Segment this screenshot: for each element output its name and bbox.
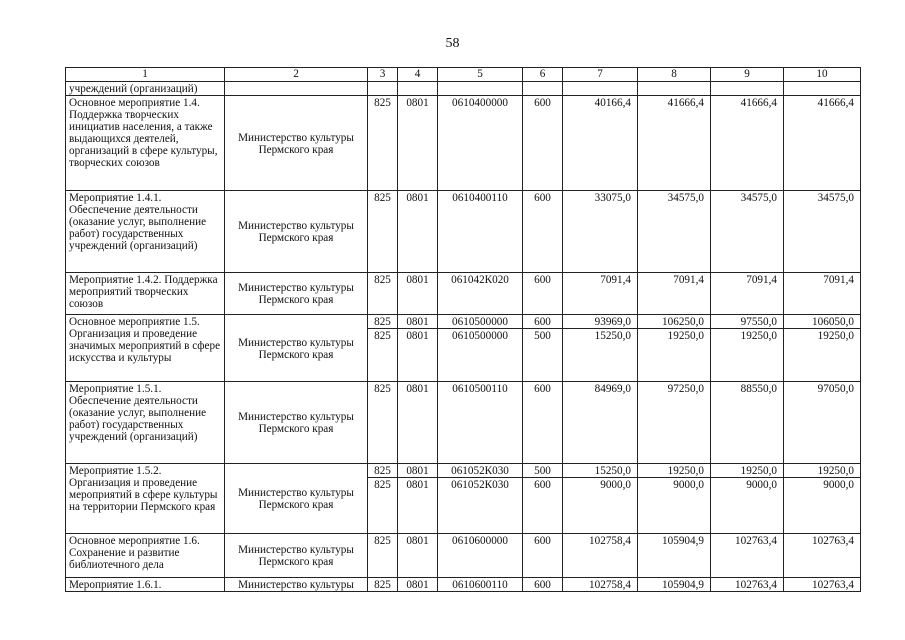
value-cell: 106250,0 [638,315,711,329]
value-cell: 34575,0 [711,191,784,273]
continuation-cell: учреждений (организаций) [66,82,225,96]
value-cell: 19250,0 [711,464,784,478]
value-cell: 105904,9 [638,578,711,592]
value-cell: 825 [368,191,398,273]
executor: Министерство культуры Пермского края [225,382,368,464]
executor: Министерство культуры [225,578,368,592]
value-cell: 19250,0 [784,329,861,382]
table-body [66,82,861,592]
budget-table [65,67,861,592]
value-cell: 0801 [398,315,438,329]
table-row [66,273,861,315]
header-cell: 4 [398,68,438,82]
value-cell: 061042К020 [438,273,523,315]
value-cell: 40166,4 [563,96,638,191]
value-cell: 102763,4 [784,534,861,578]
value-cell: 15250,0 [563,464,638,478]
value-cell: 7091,4 [638,273,711,315]
value-cell: 0801 [398,96,438,191]
table-row [66,191,861,273]
value-cell: 19250,0 [711,329,784,382]
executor: Министерство культуры Пермского края [225,191,368,273]
table-row [66,382,861,464]
value-cell: 102763,4 [711,534,784,578]
header-cell: 2 [225,68,368,82]
value-cell: 600 [523,96,563,191]
executor: Министерство культуры Пермского края [225,464,368,534]
value-cell: 600 [523,315,563,329]
value-cell: 9000,0 [563,478,638,534]
value-cell: 825 [368,478,398,534]
continuation-row [66,82,861,96]
table-row [66,578,861,592]
value-cell: 19250,0 [638,464,711,478]
value-cell: 0801 [398,464,438,478]
value-cell: 102758,4 [563,534,638,578]
value-cell: 102763,4 [711,578,784,592]
value-cell: 102763,4 [784,578,861,592]
value-cell: 0801 [398,191,438,273]
value-cell: 41666,4 [784,96,861,191]
measure-name: Основное мероприятие 1.5. Организация и проведение значимых мероприятий в сфере искусства и культуры [66,315,225,382]
header-cell: 8 [638,68,711,82]
measure-name: Основное мероприятие 1.6. Сохранение и развитие библиотечного дела [66,534,225,578]
value-cell: 9000,0 [711,478,784,534]
value-cell: 19250,0 [784,464,861,478]
table-row [66,464,861,478]
value-cell: 19250,0 [638,329,711,382]
value-cell: 34575,0 [784,191,861,273]
value-cell: 825 [368,315,398,329]
value-cell: 97050,0 [784,382,861,464]
header-cell: 3 [368,68,398,82]
value-cell: 93969,0 [563,315,638,329]
value-cell: 600 [523,273,563,315]
measure-name: Основное мероприятие 1.4. Поддержка творческих инициатив населения, а также выдающихся деятелей, организаций в сфере культуры, творческих союзов [66,96,225,191]
value-cell: 0610600000 [438,534,523,578]
value-cell: 84969,0 [563,382,638,464]
value-cell: 0801 [398,478,438,534]
value-cell: 825 [368,96,398,191]
header-cell: 10 [784,68,861,82]
value-cell: 0801 [398,382,438,464]
value-cell: 97550,0 [711,315,784,329]
value-cell: 600 [523,578,563,592]
value-cell: 061052К030 [438,464,523,478]
executor: Министерство культуры Пермского края [225,273,368,315]
value-cell: 825 [368,329,398,382]
value-cell: 825 [368,534,398,578]
value-cell: 102758,4 [563,578,638,592]
value-cell: 106050,0 [784,315,861,329]
header-cell: 5 [438,68,523,82]
value-cell: 7091,4 [784,273,861,315]
value-cell: 0801 [398,578,438,592]
value-cell: 0610400110 [438,191,523,273]
value-cell: 41666,4 [711,96,784,191]
executor: Министерство культуры Пермского края [225,534,368,578]
value-cell: 41666,4 [638,96,711,191]
table-header [66,68,861,82]
value-cell: 0801 [398,329,438,382]
header-cell: 7 [563,68,638,82]
value-cell: 825 [368,273,398,315]
value-cell: 33075,0 [563,191,638,273]
value-cell: 0610400000 [438,96,523,191]
value-cell: 600 [523,382,563,464]
value-cell: 600 [523,191,563,273]
header-row [66,68,861,82]
table-row [66,315,861,329]
value-cell: 0610500110 [438,382,523,464]
value-cell: 600 [523,534,563,578]
value-cell: 0610500000 [438,315,523,329]
value-cell: 7091,4 [711,273,784,315]
value-cell: 0610500000 [438,329,523,382]
header-cell: 1 [66,68,225,82]
header-cell: 6 [523,68,563,82]
value-cell: 825 [368,578,398,592]
value-cell: 825 [368,464,398,478]
header-cell: 9 [711,68,784,82]
page-number: 58 [445,36,460,51]
value-cell: 9000,0 [638,478,711,534]
value-cell: 0801 [398,273,438,315]
value-cell: 9000,0 [784,478,861,534]
executor: Министерство культуры Пермского края [225,96,368,191]
value-cell: 88550,0 [711,382,784,464]
value-cell: 7091,4 [563,273,638,315]
value-cell: 500 [523,464,563,478]
value-cell: 061052К030 [438,478,523,534]
value-cell: 600 [523,478,563,534]
value-cell: 105904,9 [638,534,711,578]
measure-name: Мероприятие 1.4.1. Обеспечение деятельности (оказание услуг, выполнение работ) государственных учреждений (организаций) [66,191,225,273]
value-cell: 0610600110 [438,578,523,592]
value-cell: 97250,0 [638,382,711,464]
measure-name: Мероприятие 1.5.1. Обеспечение деятельности (оказание услуг, выполнение работ) государственных учреждений (организаций) [66,382,225,464]
value-cell: 15250,0 [563,329,638,382]
table-row [66,534,861,578]
value-cell: 34575,0 [638,191,711,273]
measure-name: Мероприятие 1.5.2. Организация и проведение мероприятий в сфере культуры на территории Пермского края [66,464,225,534]
measure-name: Мероприятие 1.4.2. Поддержка мероприятий творческих союзов [66,273,225,315]
measure-name: Мероприятие 1.6.1. [66,578,225,592]
value-cell: 0801 [398,534,438,578]
value-cell: 825 [368,382,398,464]
table-row [66,96,861,191]
value-cell: 500 [523,329,563,382]
executor: Министерство культуры Пермского края [225,315,368,382]
